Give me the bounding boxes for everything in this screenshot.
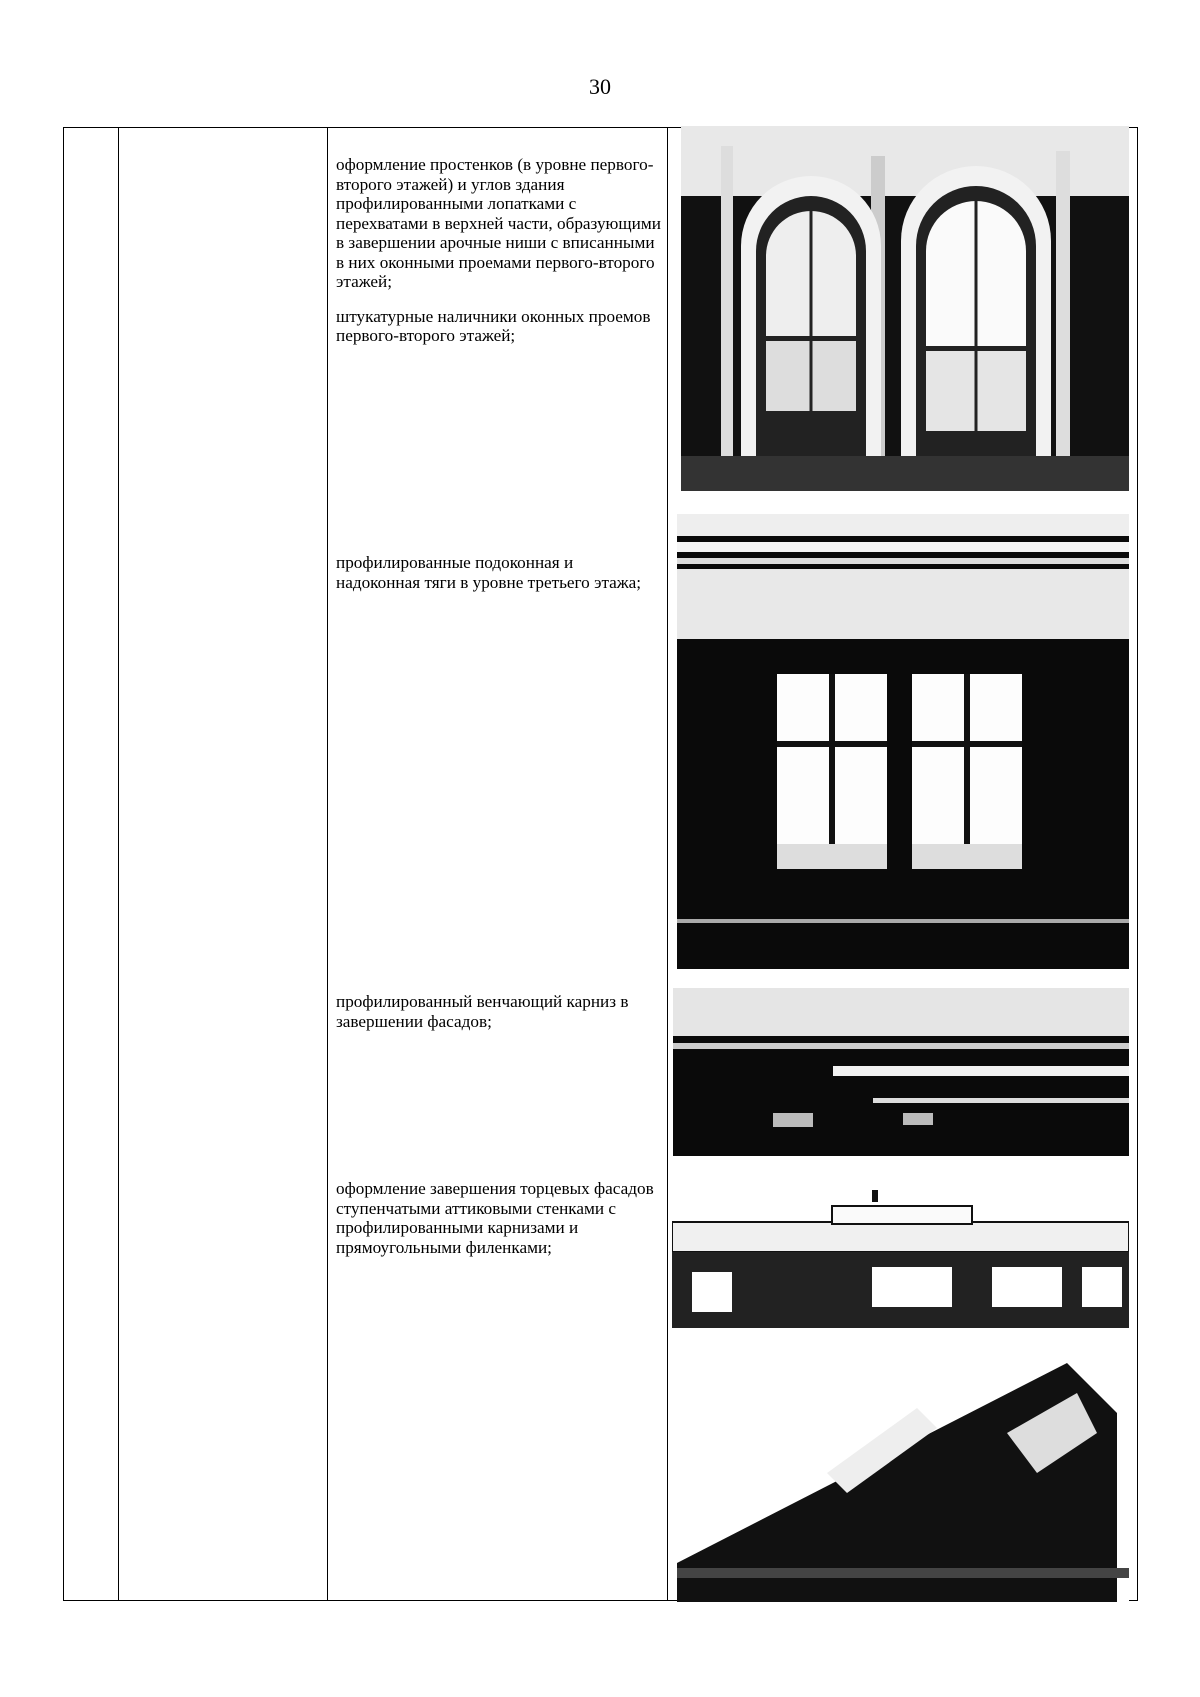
third-floor-windows-photo xyxy=(677,514,1129,969)
roof-corner-photo xyxy=(677,1353,1129,1602)
description-paragraph: профилированные подоконная и надоконная тяги в уровне третьего этажа; xyxy=(336,553,642,592)
crowning-cornice-photo xyxy=(673,988,1129,1156)
description-section xyxy=(336,553,661,592)
attic-wall-photo xyxy=(672,1182,1129,1328)
table-column-divider xyxy=(667,128,668,1600)
description-section xyxy=(336,992,661,1031)
description-section xyxy=(336,1179,661,1257)
description-paragraph: профилированный венчающий карниз в завершении фасадов; xyxy=(336,992,629,1031)
description-paragraph: штукатурные наличники оконных проемов первого-второго этажей; xyxy=(336,306,651,345)
description-section xyxy=(336,155,661,346)
document-table xyxy=(63,127,1138,1601)
table-column-divider xyxy=(327,128,328,1600)
arched-windows-photo xyxy=(681,126,1129,491)
page-number: 30 xyxy=(589,74,611,99)
description-paragraph: оформление простенков (в уровне первого- второго этажей) и углов здания профилированными лопатками с перехватами в верхней части, образующими в завершении арочные ниши с вписанными в них оконными проемами первого-второго этажей; xyxy=(336,155,661,291)
description-paragraph: оформление завершения торцевых фасадов ступенчатыми аттиковыми стенками с профилированными карнизами и прямоугольными филенками; xyxy=(336,1179,654,1257)
table-column-divider xyxy=(118,128,119,1600)
